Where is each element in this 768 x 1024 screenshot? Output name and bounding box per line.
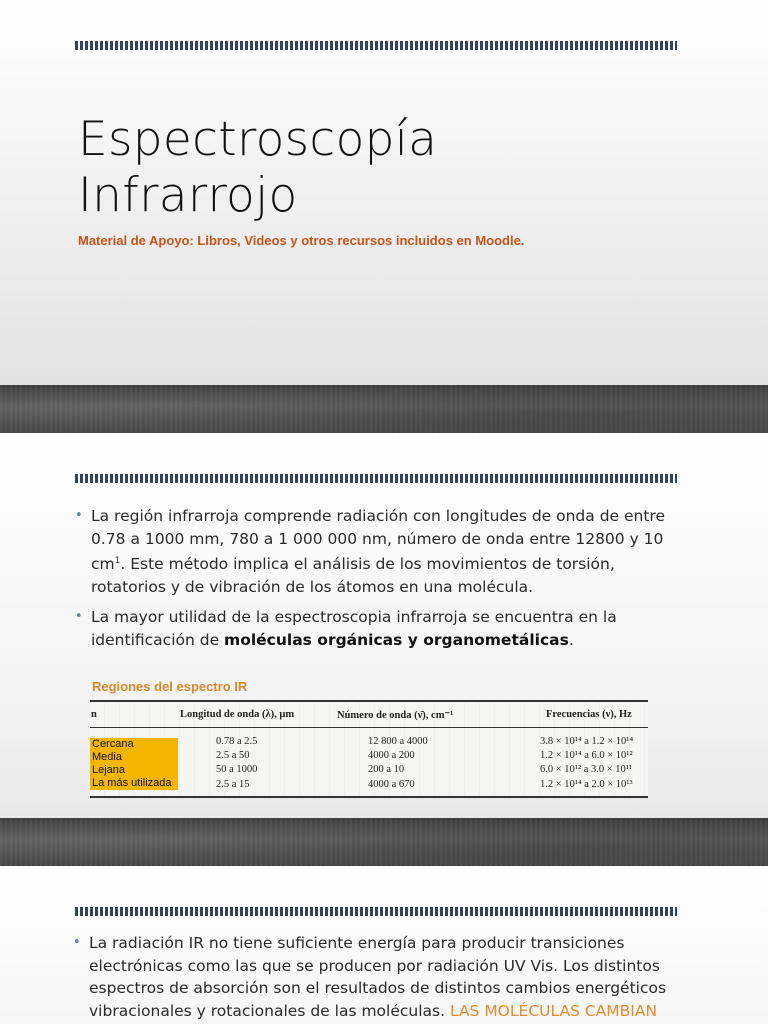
- slide-separator: [0, 385, 768, 433]
- title-line-2: Infrarrojo: [78, 168, 298, 223]
- table-cell-frequency: 1.2 × 10¹⁴ a 6.0 × 10¹²: [540, 750, 633, 761]
- bullet-highlight-text: LAS MOLÉCULAS CAMBIAN: [449, 1001, 658, 1020]
- subtitle: Material de Apoyo: Libros, Videos y otros recursos incluidos en Moodle.: [78, 233, 525, 248]
- page-title: [78, 112, 437, 224]
- ir-regions-table: [90, 700, 648, 798]
- decorative-stripe: [75, 41, 677, 50]
- bullet-list: [72, 932, 676, 1024]
- table-cell-wavelength: 2.5 a 50: [216, 750, 250, 761]
- bullet-text: La mayor utilidad de la espectroscopia infrarroja se encuentra en la identificación de: [91, 608, 617, 649]
- table-cell-wavenumber: 12 800 a 4000: [368, 736, 428, 747]
- title-line-1: Espectroscopía: [78, 112, 438, 167]
- decorative-stripe: [75, 474, 677, 483]
- bullet-list: [74, 505, 674, 659]
- table-cell-frequency: 3.8 × 10¹⁴ a 1.2 × 10¹⁴: [540, 736, 634, 747]
- slide-separator: [0, 818, 768, 866]
- table-cell-wavenumber: 4000 a 200: [368, 750, 415, 761]
- table-cell-region: Lejana: [90, 764, 178, 777]
- slide-title: [0, 0, 768, 385]
- table-cell-wavelength: 0.78 a 2.5: [216, 736, 258, 747]
- bullet-text: . Este método implica el análisis de los movimientos de torsión, rotatorios y de vibración de los átomos en una molécula.: [91, 555, 615, 596]
- bullet-item-utility: [74, 606, 674, 651]
- table-cell-frequency: 1.2 × 10¹⁴ a 2.0 × 10¹³: [540, 779, 633, 790]
- table-bottom-rule: [90, 796, 648, 798]
- table-cell-wavenumber: 4000 a 670: [368, 779, 415, 790]
- table-cell-wavelength: 50 a 1000: [216, 764, 258, 775]
- table-cell-wavenumber: 200 a 10: [368, 764, 405, 775]
- bullet-text: La radiación IR no tiene suficiente energía para producir transiciones electrónicas como las que se producen por radiación UV Vis. Los distintos espectros de absorción son el resultados de distintos cambios energéticos vibracionales y rotacionales de las moléculas.: [89, 934, 667, 1020]
- table-cell-wavelength: 2.5 a 15: [216, 779, 250, 790]
- table-header-wavelength: Longitud de onda (λ), μm: [180, 709, 295, 720]
- table-caption: Regiones del espectro IR: [92, 679, 248, 694]
- bullet-bold-text: moléculas orgánicas y organometálicas: [224, 630, 569, 649]
- bullet-text: .: [568, 630, 574, 649]
- table-header-rule: [90, 727, 648, 728]
- table-cell-region: Media: [90, 751, 178, 764]
- table-header-region: n: [91, 709, 97, 720]
- bullet-item-energy: [72, 932, 676, 1022]
- table-cell-region: La más utilizada: [90, 777, 178, 790]
- bullet-text: La región infrarroja comprende radiación con longitudes de onda de entre 0.78 a 1000 mm, 780 a 1 000 000 nm, número de onda entre 12800 y 10 cm: [91, 507, 665, 574]
- table-cell-region: Cercana: [90, 738, 178, 751]
- bullet-superscript: 1: [114, 556, 121, 566]
- table-header-wavenumber: Número de onda (ν̄), cm⁻¹: [337, 710, 454, 721]
- decorative-stripe: [75, 907, 677, 916]
- slide-ir-energy: [0, 866, 768, 1024]
- table-top-rule: [90, 700, 648, 702]
- table-header-frequency: Frecuencias (ν), Hz: [546, 709, 632, 720]
- table-cell-frequency: 6.0 × 10¹² a 3.0 × 10¹¹: [540, 764, 633, 775]
- bullet-item-region: [74, 505, 674, 598]
